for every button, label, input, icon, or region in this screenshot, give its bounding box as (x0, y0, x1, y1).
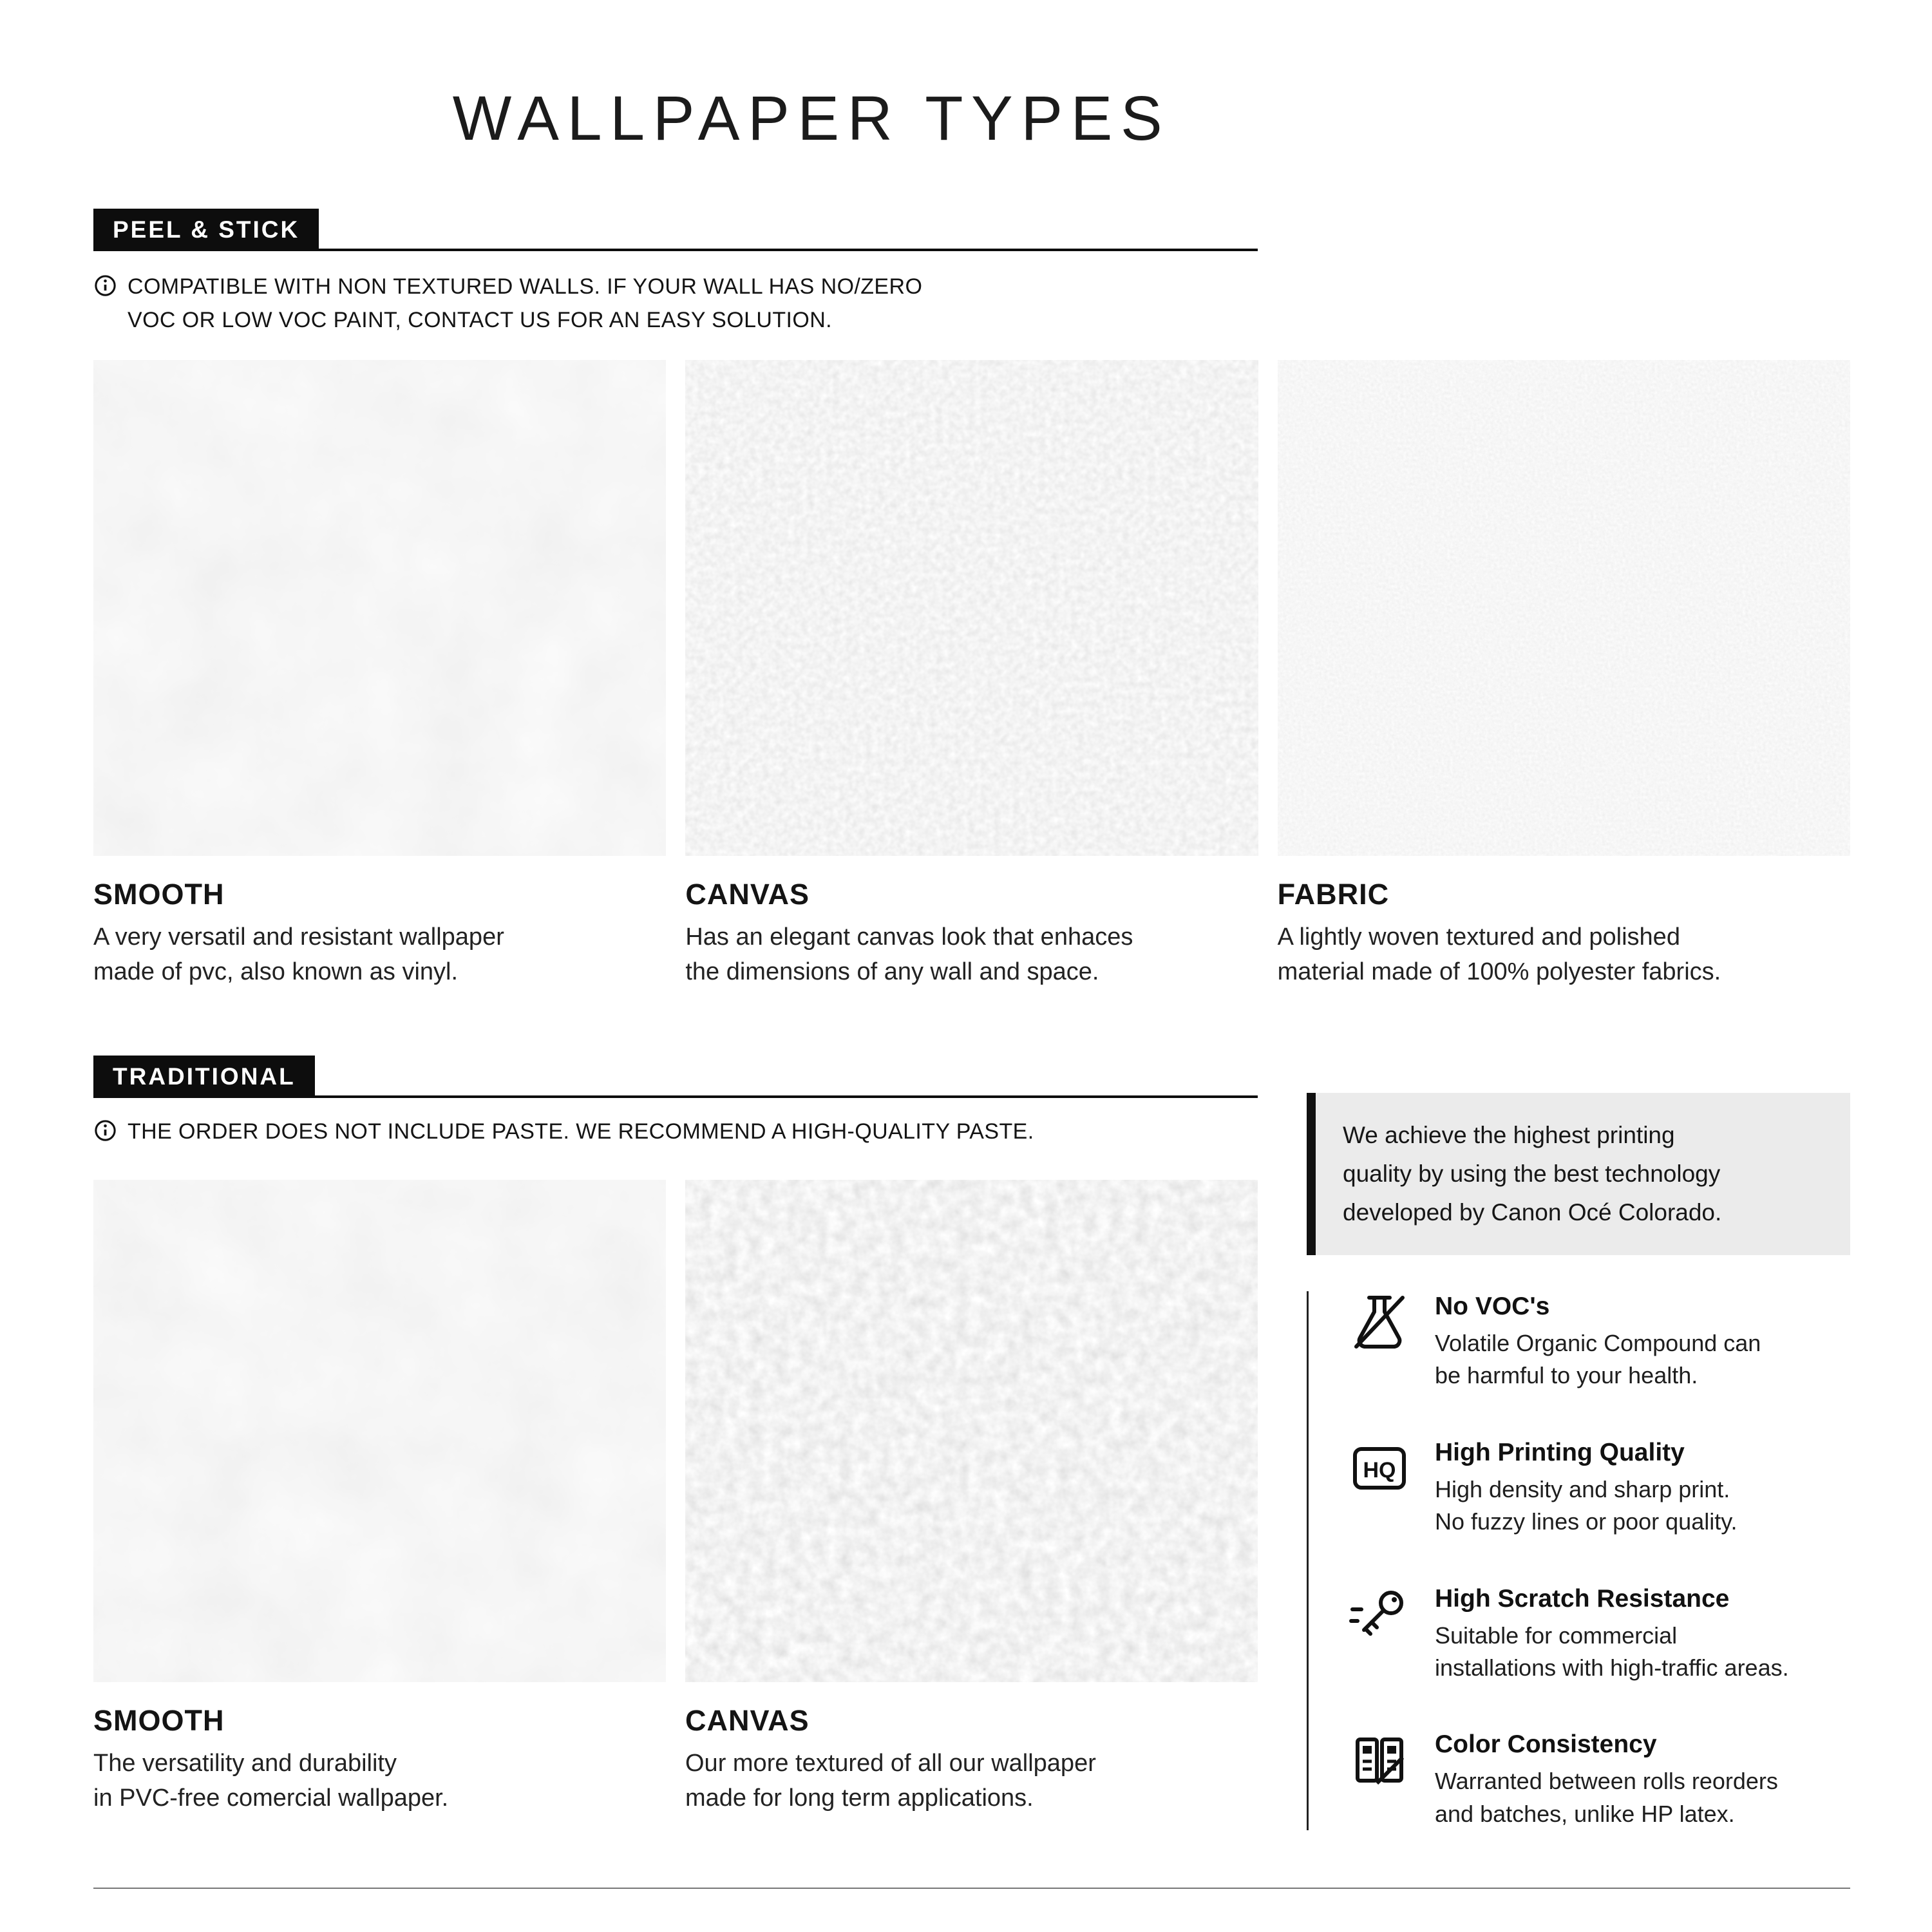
no-voc-icon (1349, 1291, 1410, 1353)
canvas-texture-image (685, 360, 1258, 856)
smooth-texture (93, 360, 666, 856)
color-swatches-icon (1349, 1729, 1410, 1791)
feature-description: High density and sharp print. No fuzzy lines or poor quality. (1435, 1475, 1738, 1535)
feature-no-voc (1349, 1291, 1850, 1392)
traditional-section-head (93, 1056, 1258, 1098)
traditional-note (93, 1115, 1034, 1149)
swatch-description: Our more textured of all our wallpaper made for long term applications. (685, 1750, 1096, 1812)
info-icon (93, 274, 117, 298)
bottom-divider (93, 1888, 1850, 1889)
smooth-texture (93, 1180, 666, 1682)
smooth-texture-image (93, 360, 666, 856)
fabric-texture (1278, 360, 1850, 856)
swatch-description: A very versatil and resistant wallpaper made of pvc, also known as vinyl. (93, 923, 504, 985)
swatch-card-fabric (1278, 360, 1850, 990)
feature-title: High Scratch Resistance (1435, 1584, 1730, 1613)
peel-stick-swatch-row (93, 360, 1850, 990)
swatch-card-canvas (685, 1180, 1258, 1816)
swatch-description: Has an elegant canvas look that enhaces the dimensions of any wall and space. (685, 923, 1133, 985)
canvas-texture (685, 360, 1258, 856)
feature-high-scratch-resistance (1349, 1584, 1850, 1685)
swatch-name: CANVAS (685, 1704, 810, 1737)
page-title: WALLPAPER TYPES (452, 83, 1171, 153)
feature-description: Suitable for commercial installations with high-traffic areas. (1435, 1622, 1789, 1681)
swatch-name: FABRIC (1277, 878, 1390, 911)
swatch-name: SMOOTH (93, 878, 225, 911)
feature-description: Volatile Organic Compound can be harmful to your health. (1435, 1330, 1761, 1389)
swatch-card-smooth (93, 1180, 666, 1816)
peel-stick-note (93, 270, 922, 337)
hq-icon (1349, 1437, 1410, 1499)
peel-stick-note-text (128, 270, 922, 337)
traditional-note-text (128, 1115, 1034, 1149)
canvas-texture (685, 1180, 1258, 1682)
feature-high-printing-quality (1349, 1437, 1850, 1539)
feature-color-consistency (1349, 1729, 1850, 1830)
note-line: VOC OR LOW VOC PAINT, CONTACT US FOR AN EASY SOLUTION. (128, 307, 833, 332)
note-line: THE ORDER DOES NOT INCLUDE PASTE. WE RECOMMEND A HIGH-QUALITY PASTE. (128, 1119, 1034, 1144)
swatch-card-smooth (93, 360, 666, 990)
hq-icon-letters: HQ (1363, 1457, 1396, 1482)
info-icon (93, 1119, 117, 1142)
note-line: COMPATIBLE WITH NON TEXTURED WALLS. IF YOUR WALL HAS NO/ZERO (128, 274, 923, 299)
swatch-description: A lightly woven textured and polished material made of 100% polyester fabrics. (1277, 923, 1721, 985)
fabric-texture-image (1278, 360, 1850, 856)
quality-statement-line: We achieve the highest printing (1343, 1122, 1675, 1148)
canvas-texture-image (685, 1180, 1258, 1682)
feature-title: No VOC's (1435, 1293, 1550, 1320)
swatch-card-canvas (685, 360, 1258, 990)
feature-description: Warranted between rolls reorders and batches, unlike HP latex. (1435, 1768, 1778, 1827)
quality-statement-line: developed by Canon Océ Colorado. (1343, 1198, 1722, 1226)
quality-statement-box (1307, 1093, 1850, 1255)
traditional-badge: TRADITIONAL (93, 1056, 315, 1095)
swatch-description: The versatility and durability in PVC-free comercial wallpaper. (93, 1750, 449, 1812)
traditional-swatch-row (93, 1180, 1258, 1816)
swatch-name: SMOOTH (93, 1704, 225, 1737)
quality-features-list (1307, 1291, 1850, 1830)
quality-statement-line: quality by using the best technology (1343, 1160, 1721, 1187)
swatch-name: CANVAS (685, 878, 810, 911)
feature-title: Color Consistency (1435, 1730, 1657, 1759)
key-icon (1349, 1584, 1410, 1645)
peel-stick-badge: PEEL & STICK (93, 209, 319, 249)
feature-title: High Printing Quality (1435, 1438, 1685, 1466)
smooth-texture-image (93, 1180, 666, 1682)
peel-stick-section-head (93, 209, 1258, 251)
